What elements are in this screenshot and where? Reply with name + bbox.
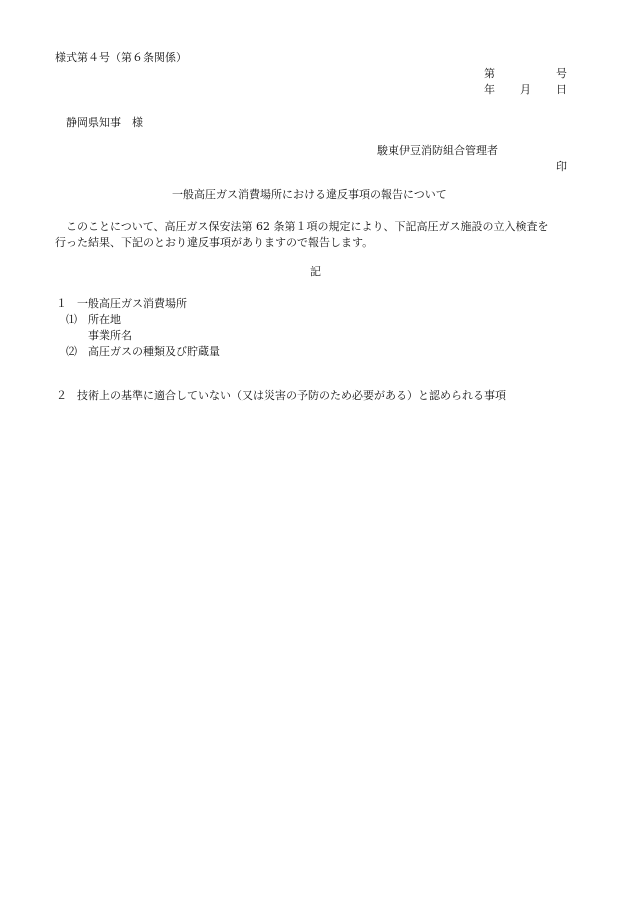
addressee: 静岡県知事 様	[66, 116, 143, 129]
document-title: 一般高圧ガス消費場所における違反事項の報告について	[172, 188, 447, 201]
body-line-1: このことについて、高圧ガス保安法第 62 条第１項の規定により、下記高圧ガス施設の立入検査を	[66, 220, 549, 233]
document-number-suffix: 号	[556, 67, 567, 80]
item-1-number: １	[56, 297, 67, 310]
item-1-sub-1-number: ⑴	[66, 313, 77, 326]
document-number-prefix: 第	[484, 67, 495, 80]
sender-title: 駿東伊豆消防組合管理者	[377, 144, 498, 157]
seal-mark: 印	[556, 160, 567, 173]
item-2-label: 技術上の基準に適合していない（又は災害の予防のため必要がある）と認められる事項	[77, 389, 506, 402]
body-line-2: 行った結果、下記のとおり違反事項がありますので報告します。	[55, 236, 374, 249]
form-number: 様式第４号（第６条関係）	[55, 51, 187, 64]
item-2-number: ２	[56, 389, 67, 402]
date-year-label: 年	[484, 83, 495, 96]
item-1-sub-1-extra: 事業所名	[88, 329, 132, 342]
item-1-sub-2-label: 高圧ガスの種類及び貯蔵量	[88, 345, 220, 358]
item-1-label: 一般高圧ガス消費場所	[77, 297, 187, 310]
date-month-label: 月	[520, 83, 531, 96]
date-day-label: 日	[556, 83, 567, 96]
ki-heading: 記	[310, 265, 321, 278]
item-1-sub-2-number: ⑵	[66, 345, 77, 358]
item-1-sub-1-label: 所在地	[88, 313, 121, 326]
